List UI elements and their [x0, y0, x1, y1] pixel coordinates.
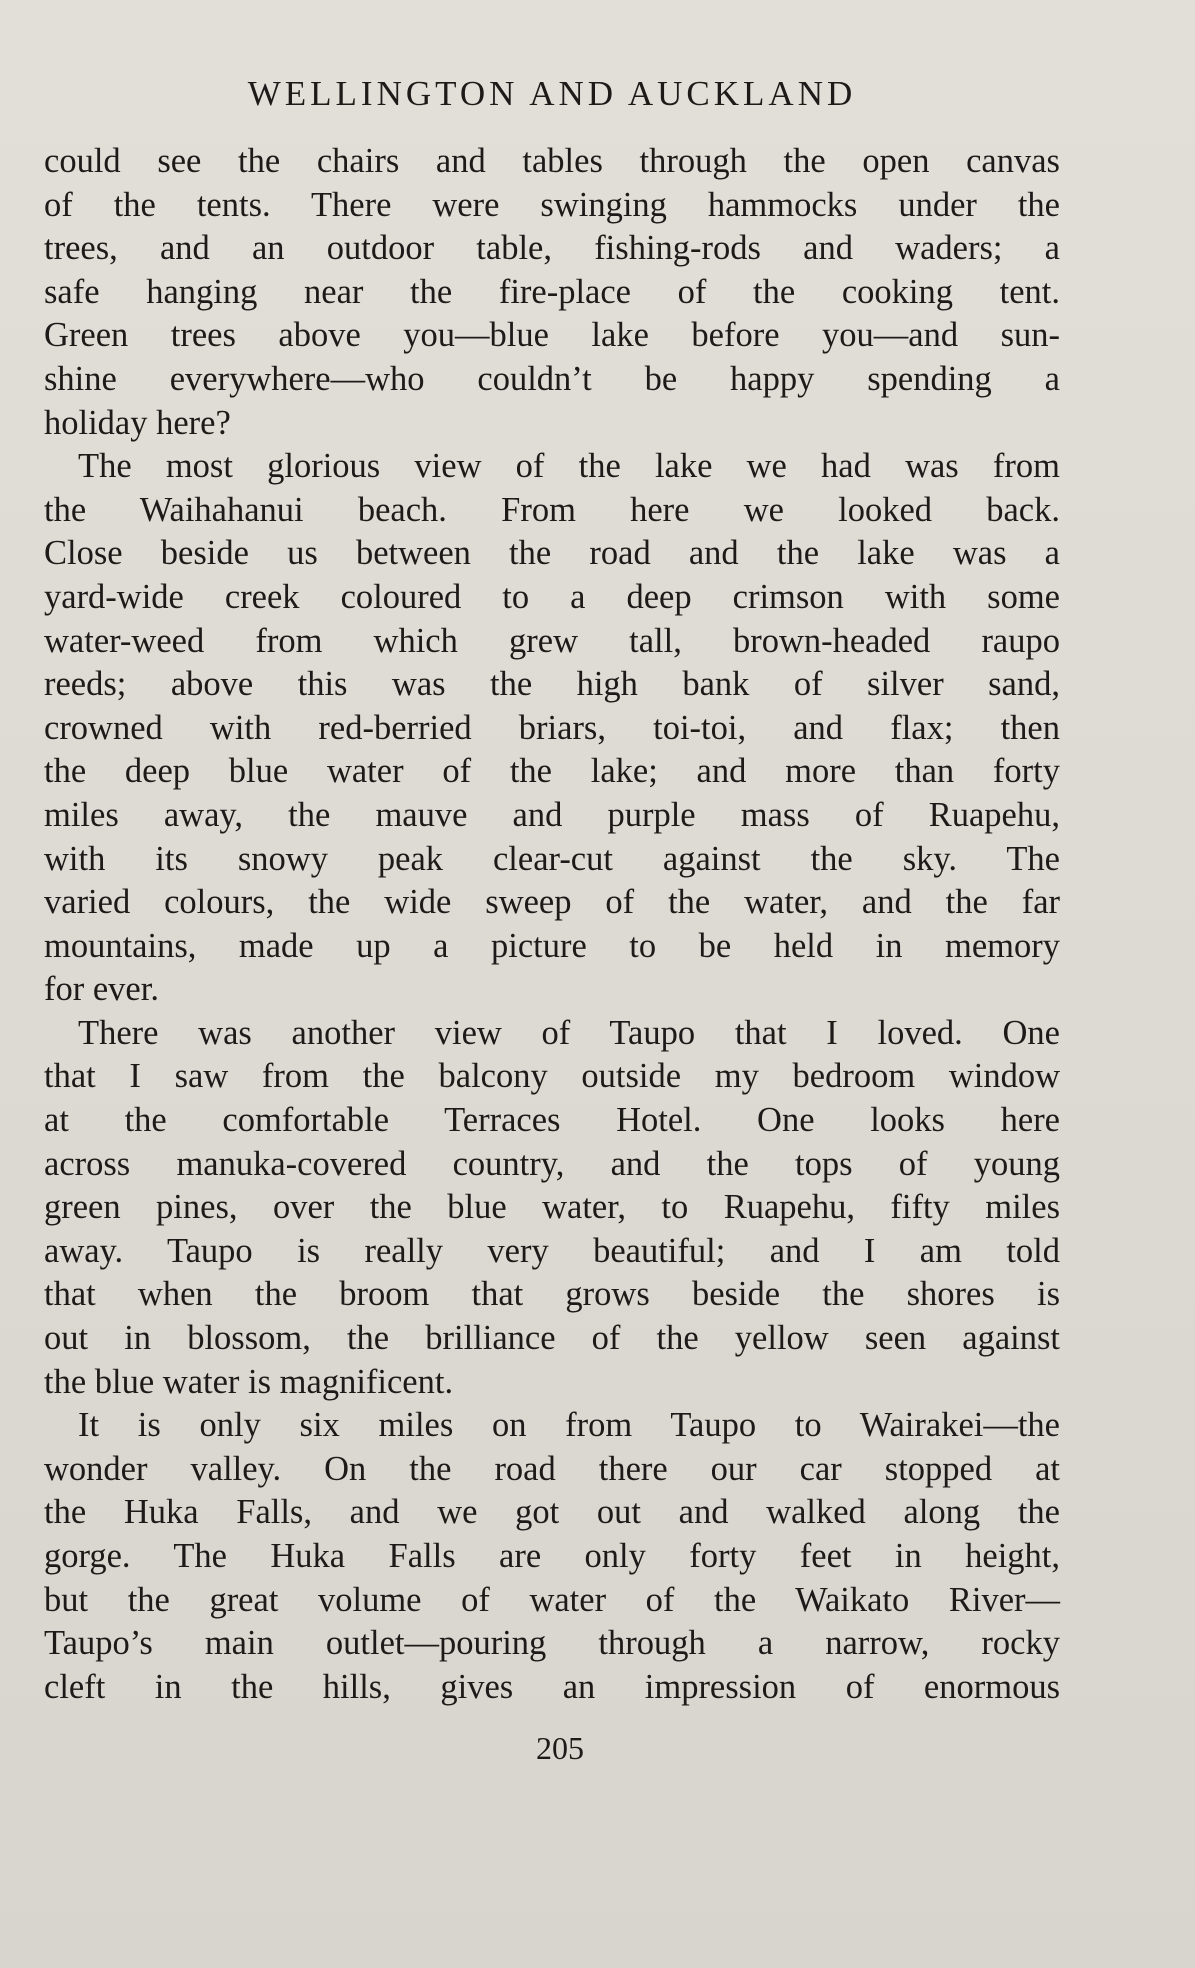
- text-line: of the tents. There were swinging hammocks under the: [44, 185, 1060, 224]
- text-line: miles away, the mauve and purple mass of Ruapehu,: [44, 795, 1060, 834]
- text-line: mountains, made up a picture to be held in memory: [44, 926, 1060, 965]
- text-line: across manuka-covered country, and the tops of young: [44, 1144, 1060, 1183]
- paragraph: [44, 1012, 1060, 1404]
- text-line: safe hanging near the fire-place of the cooking tent.: [44, 272, 1060, 311]
- text-line: cleft in the hills, gives an impression of enormous: [44, 1667, 1060, 1706]
- paragraph: [44, 1404, 1060, 1709]
- body-text: [44, 140, 1060, 1709]
- text-line: Taupo’s main outlet—pouring through a narrow, rocky: [44, 1624, 1060, 1663]
- text-line: It is only six miles on from Taupo to Wairakei—the: [78, 1406, 1060, 1445]
- paragraph: [44, 140, 1060, 445]
- text-line: crowned with red-berried briars, toi-toi, and flax; then: [44, 708, 1060, 747]
- text-line: Green trees above you—blue lake before you—and sun-: [44, 316, 1060, 355]
- text-line: at the comfortable Terraces Hotel. One looks here: [44, 1101, 1060, 1140]
- text-line: the Waihahanui beach. From here we looked back.: [44, 490, 1060, 529]
- text-line: the blue water is magnificent.: [44, 1362, 454, 1401]
- paragraph: [44, 445, 1060, 1012]
- text-line: for ever.: [44, 970, 159, 1009]
- text-line: trees, and an outdoor table, fishing-rods and waders; a: [44, 229, 1060, 268]
- text-line: shine everywhere—who couldn’t be happy spending a: [44, 359, 1060, 398]
- text-line: wonder valley. On the road there our car stopped at: [44, 1449, 1060, 1488]
- text-line: gorge. The Huka Falls are only forty feet in height,: [44, 1537, 1060, 1575]
- running-head: WELLINGTON AND AUCKLAND: [247, 74, 857, 113]
- text-line: Close beside us between the road and the lake was a: [44, 534, 1060, 573]
- text-line: could see the chairs and tables through the open canvas: [44, 142, 1060, 180]
- text-line: The most glorious view of the lake we had was from: [78, 447, 1060, 486]
- text-line: There was another view of Taupo that I loved. One: [78, 1013, 1060, 1052]
- text-line: yard-wide creek coloured to a deep crimson with some: [44, 577, 1060, 616]
- text-line: holiday here?: [44, 403, 231, 442]
- text-line: with its snowy peak clear-cut against the sky. The: [44, 839, 1060, 878]
- text-line: that I saw from the balcony outside my bedroom window: [44, 1057, 1060, 1096]
- text-line: the deep blue water of the lake; and more than forty: [44, 752, 1060, 791]
- text-line: the Huka Falls, and we got out and walked along the: [44, 1493, 1060, 1532]
- text-line: away. Taupo is really very beautiful; and I am told: [44, 1231, 1060, 1270]
- text-line: but the great volume of water of the Waikato River—: [44, 1580, 1060, 1619]
- text-line: reeds; above this was the high bank of silver sand,: [44, 665, 1060, 704]
- text-line: out in blossom, the brilliance of the yellow seen against: [44, 1319, 1060, 1358]
- text-line: green pines, over the blue water, to Ruapehu, fifty miles: [44, 1188, 1060, 1227]
- text-line: varied colours, the wide sweep of the water, and the far: [44, 883, 1060, 922]
- text-line: that when the broom that grows beside the shores is: [44, 1275, 1060, 1314]
- text-line: water-weed from which grew tall, brown-headed raupo: [44, 621, 1060, 660]
- page-number: 205: [536, 1730, 584, 1766]
